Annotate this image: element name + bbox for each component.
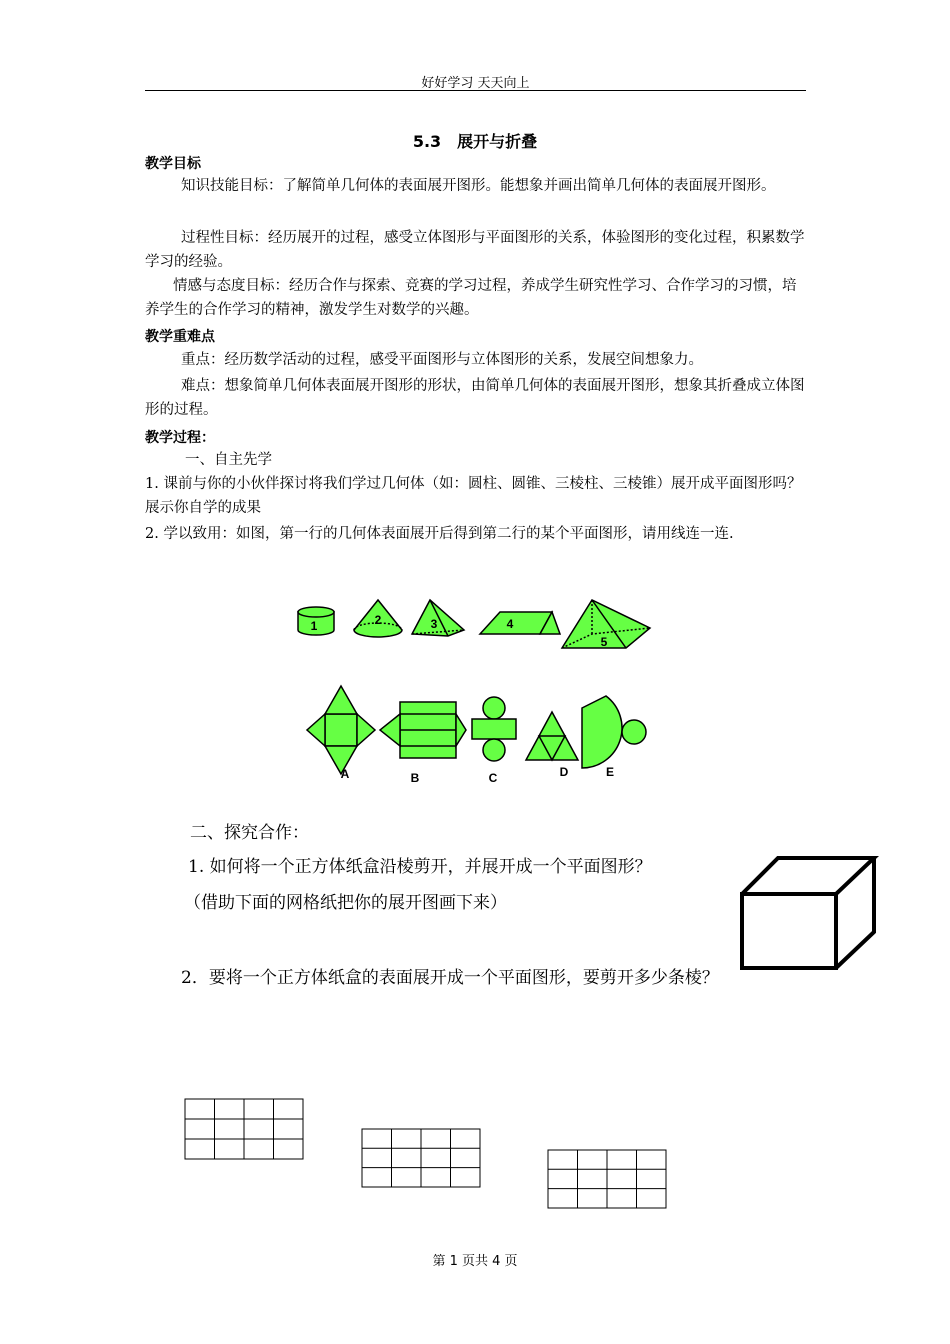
- goals-heading: 教学目标: [145, 156, 201, 172]
- header-rule: [145, 90, 806, 91]
- net-label-c: C: [488, 771, 498, 785]
- triangular-pyramid-solid: [412, 600, 464, 636]
- solid-label-4: 4: [506, 617, 514, 631]
- net-e: [570, 696, 646, 768]
- key-point: 重点：经历数学活动的过程，感受平面图形与立体图形的关系，发展空间想象力。: [181, 352, 703, 368]
- solids-and-nets-figure: [290, 590, 660, 790]
- triangular-prism-solid: [480, 612, 560, 634]
- question-2: 2．要将一个正方体纸盒的表面展开成一个平面图形，要剪开多少条棱？: [181, 968, 719, 988]
- solid-label-1: 1: [310, 619, 318, 633]
- page-footer: 第 1 页共 4 页: [432, 1254, 518, 1269]
- process-heading: 教学过程：: [145, 430, 215, 446]
- net-d: [526, 712, 578, 760]
- net-a: [307, 686, 375, 774]
- net-label-b: B: [410, 771, 420, 785]
- net-label-a: A: [340, 767, 350, 781]
- part2-title: 二、探究合作：: [190, 823, 309, 843]
- grid-paper-1: [184, 1098, 306, 1162]
- item-1: 1. 课前与你的小伙伴探讨将我们学过几何体（如：圆柱、圆锥、三棱柱、三棱锥）展开成平面图形吗？展示你自学的成果: [145, 476, 802, 516]
- key-heading: 教学重难点: [145, 329, 215, 345]
- item-2: 2. 学以致用：如图，第一行的几何体表面展开后得到第二行的某个平面图形，请用线连一连.: [145, 526, 734, 542]
- net-label-e: E: [605, 765, 615, 779]
- lesson-title: 5.3 展开与折叠: [412, 132, 538, 151]
- goal-process: 过程性目标：经历展开的过程，感受立体图形与平面图形的关系，体验图形的变化过程，积累数学学习的经验。: [145, 230, 805, 270]
- grid-paper-3: [547, 1149, 669, 1211]
- difficult-point: 难点：想象简单几何体表面展开图形的形状，由简单几何体的表面展开图形，想象其折叠成立体图形的过程。: [145, 378, 805, 418]
- page-header: 好好学习 天天向上: [421, 76, 530, 91]
- solid-label-3: 3: [430, 617, 438, 631]
- net-c: [472, 697, 516, 761]
- part1-title: 一、自主先学: [185, 452, 272, 468]
- goal-attitude: 情感与态度目标：经历合作与探索、竞赛的学习过程，养成学生研究性学习、合作学习的习惯，培养学生的合作学习的精神，激发学生对数学的兴趣。: [145, 278, 797, 318]
- question-1: 1. 如何将一个正方体纸盒沿棱剪开，并展开成一个平面图形？: [188, 857, 652, 877]
- grid-paper-2: [361, 1128, 483, 1190]
- solid-label-5: 5: [600, 635, 608, 649]
- cube-figure: [738, 852, 880, 972]
- solid-label-2: 2: [374, 613, 382, 627]
- net-label-d: D: [559, 765, 569, 779]
- question-1-note: （借助下面的网格纸把你的展开图画下来）: [184, 893, 507, 913]
- goal-knowledge: 知识技能目标：了解简单几何体的表面展开图形。能想象并画出简单几何体的表面展开图形。: [181, 178, 776, 194]
- net-b: [380, 702, 466, 758]
